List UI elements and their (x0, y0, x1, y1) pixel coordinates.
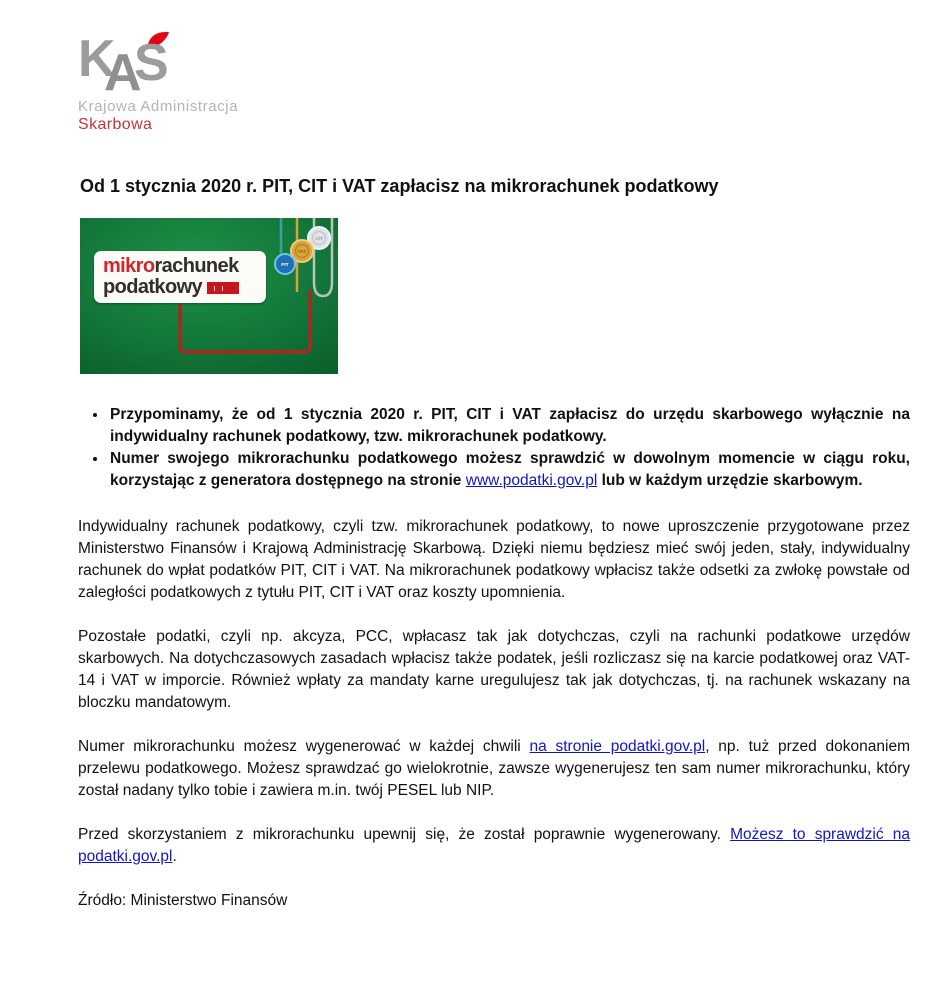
coin-silver-label: CIT (315, 236, 323, 241)
logo-letter-k: K (78, 30, 116, 88)
source-line: Źródło: Ministerstwo Finansów (78, 892, 288, 909)
text-segment: , np. tuż przed dokonaniem przelewu podatkowego. Możesz sprawdzać go wielokrotnie, zawsze wygenerujesz ten sam numer mikrorachunku, który został nadany tylko tobie i zawiera m.in. twój PESEL lub NIP. (78, 738, 911, 799)
coin-blue-label: PIT (281, 263, 289, 268)
logo-label-line2: Skarbowa (78, 116, 153, 133)
paragraph (78, 626, 910, 714)
list-item (108, 404, 910, 448)
inline-link[interactable]: www.podatki.gov.pl (465, 472, 598, 489)
banner-title-line2 (103, 277, 266, 298)
paragraph (78, 824, 910, 868)
text-segment: . (172, 848, 177, 865)
coin-blue (275, 254, 295, 274)
key-points-list (78, 404, 910, 492)
text-segment: Numer mikrorachunku możesz wygenerować w każdej chwili (78, 738, 530, 755)
text-segment: Przypominamy, że od 1 stycznia 2020 r. PIT, CIT i VAT zapłacisz do urzędu skarbowego wyłącznie na indywidualny rachunek podatkowy, tzw. mikrorachunek podatkowy. (110, 406, 910, 445)
text-segment: lub w każdym urzędzie skarbowym. (597, 472, 863, 489)
text-segment: Indywidualny rachunek podatkowy, czyli tzw. mikrorachunek podatkowy, to nowe uproszczenie przygotowane przez Ministerstwo Finansów i Krajową Administrację Skarbową. Dzięki niemu będziesz mieć swój jeden, stały, indywidualny rachunek do wpłat podatków PIT, CIT i VAT. Na mikrorachunek podatkowy wpłacisz także odsetki za zwłokę powstałe od zaległości podatkowych z tytułu PIT, CIT i VAT oraz koszty upomnienia. (78, 518, 910, 601)
paragraph (78, 516, 910, 604)
text-segment: Pozostałe podatki, czyli np. akcyza, PCC, wpłacasz tak jak dotychczas, czyli na rachunki podatkowe urzędów skarbowych. Na dotychczasowych zasadach wpłacisz także podatek, jeśli rozliczasz się na karcie podatkowej oraz VAT-14 i VAT w imporcie. Również wpłaty za mandaty karne uregulujesz tak jak dotychczas, tj. na rachunek wskazany na bloczku mandatowym. (78, 628, 910, 711)
kas-logo (78, 28, 308, 134)
banner-word-mikro: mikro (103, 255, 155, 277)
logo-letter-a: A (104, 44, 142, 92)
banner-title-box (94, 251, 266, 303)
inline-link[interactable]: na stronie podatki.gov.pl (529, 738, 706, 755)
paragraph (78, 736, 910, 802)
inline-link[interactable]: Możesz to sprawdzić na podatki.gov.pl (78, 826, 910, 865)
logo-label-line1: Krajowa Administracja (78, 98, 239, 115)
banner-word-rachunek: rachunek (154, 255, 239, 277)
coin-gold-label: VAT (297, 249, 307, 254)
list-item (108, 448, 910, 492)
page-title: Od 1 stycznia 2020 r. PIT, CIT i VAT zapłacisz na mikrorachunek podatkowy (80, 176, 719, 196)
text-segment: Numer swojego mikrorachunku podatkowego możesz sprawdzić w dowolnym momencie w ciągu roku, korzystając z generatora dostępnego na stronie (110, 450, 910, 489)
banner-red-badge (207, 282, 239, 294)
banner-title-line1 (103, 256, 266, 277)
text-segment: Przed skorzystaniem z mikrorachunku upewnij się, że został poprawnie wygenerowany. (78, 826, 731, 843)
logo-letter-s: S (134, 34, 169, 92)
document-body (78, 404, 910, 912)
mikrorachunek-banner-image (80, 218, 338, 374)
kas-monogram-icon (78, 28, 174, 92)
banner-word-podatkowy: podatkowy (103, 276, 203, 298)
